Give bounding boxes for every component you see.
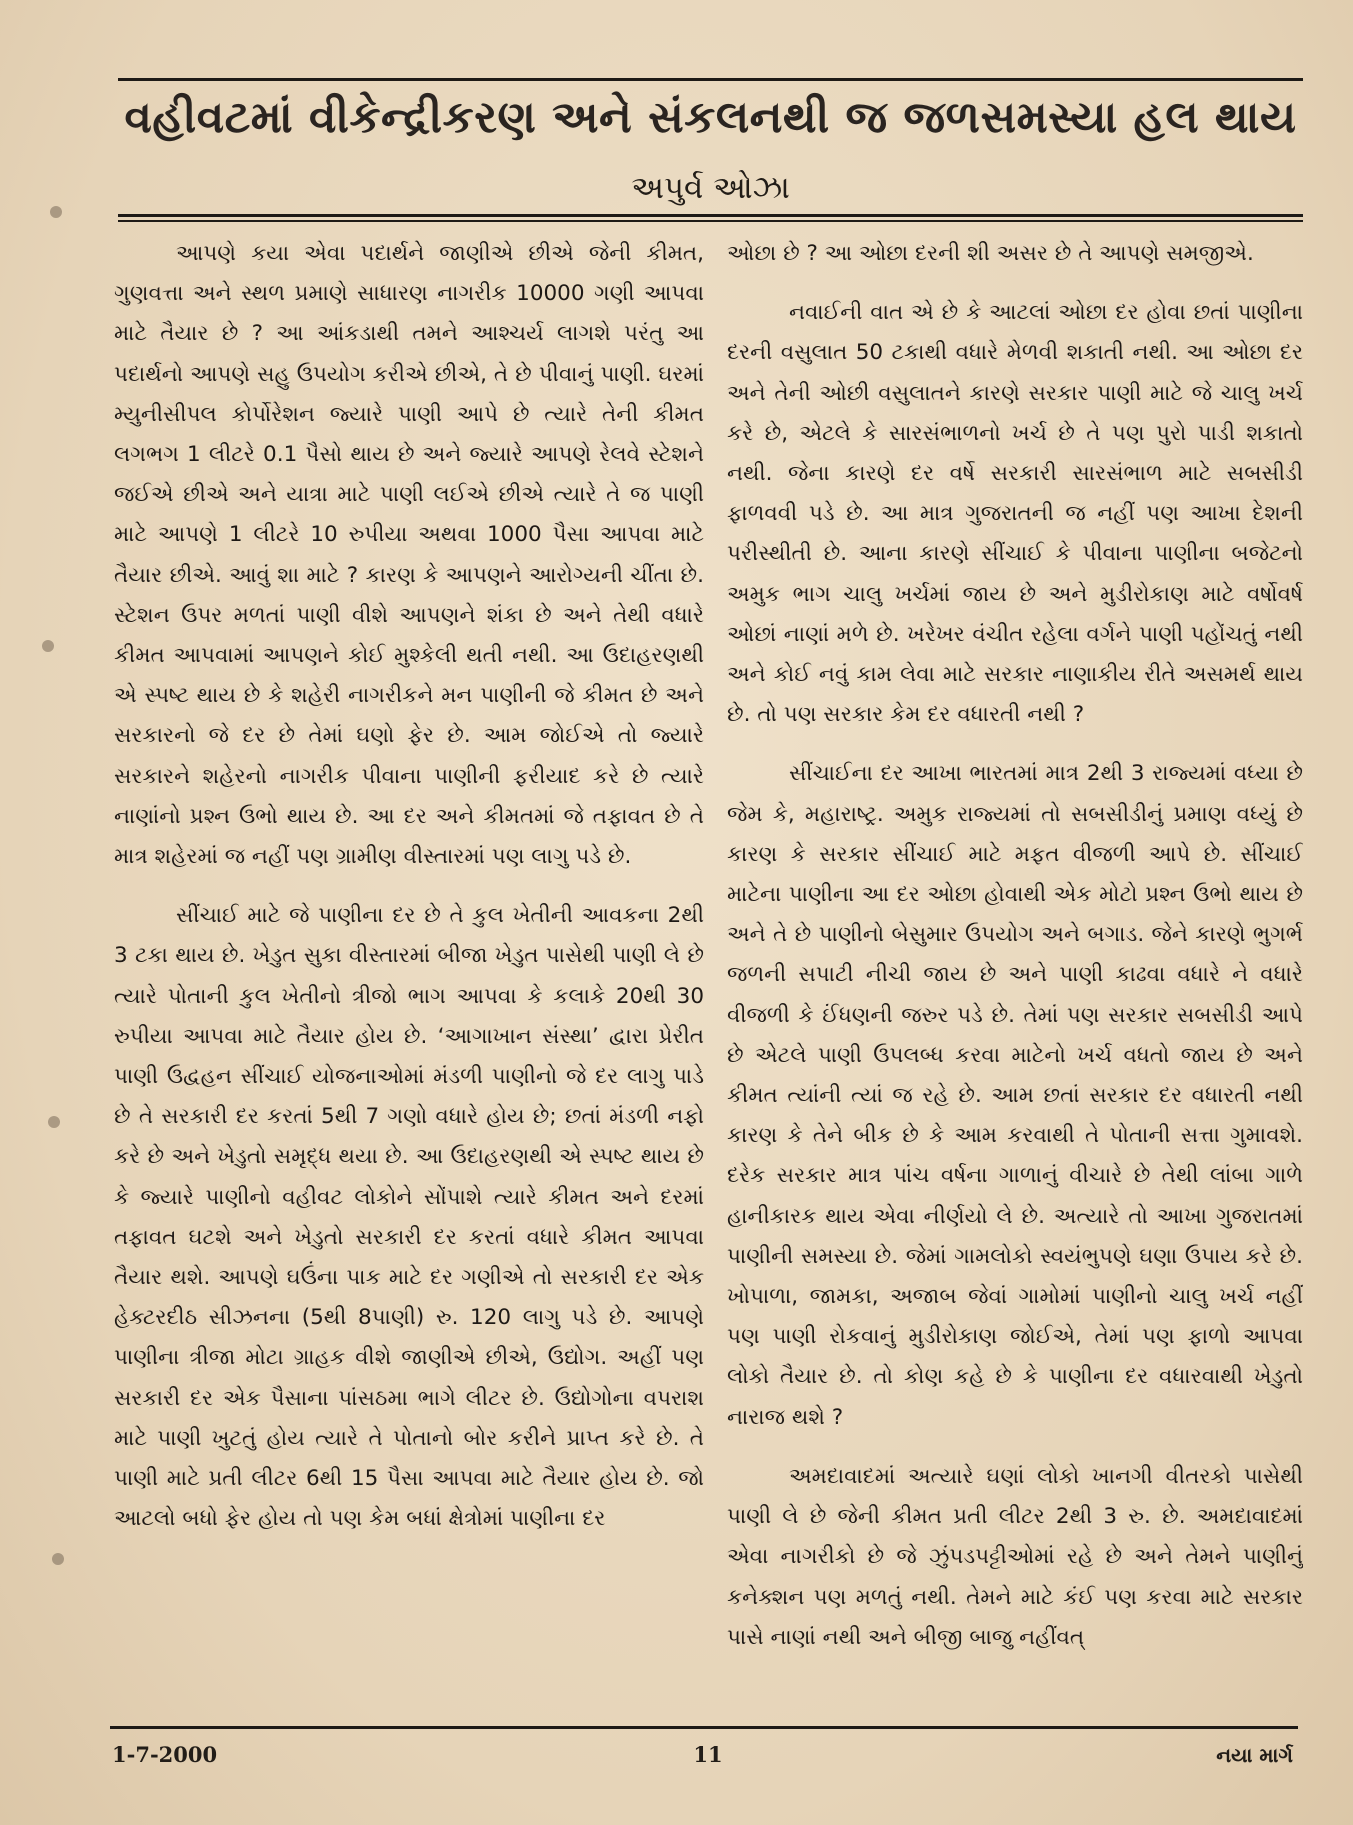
paragraph: ઓછા છે ? આ ઓછા દરની શી અસર છે તે આપણે સમજીએ. (727, 241, 1254, 266)
header-rule-thin (118, 220, 1303, 222)
paragraph: આપણે કયા એવા પદાર્થને જાણીએ છીએ જેની કીમત, ગુણવત્તા અને સ્થળ પ્રમાણે સાધારણ નાગરીક 10000 ગણી આપવા માટે તૈયાર છે ? આ આંકડાથી તમને આશ્ચર્ય લાગશે પરંતુ આ પદાર્થનો આપણે સહુ ઉપયોગ કરીએ છીએ, તે છે પીવાનું પાણી. ઘરમાં મ્યુનીસીપલ કોર્પોરેશન જ્યારે પાણી આપે છે ત્યારે તેની કીમત લગભગ 1 લીટરે 0.1 પૈસો થાય છે અને જ્યારે આપણે રેલવે સ્ટેશને જઈએ છીએ અને યાત્રા માટે પાણી લઈએ છીએ ત્યારે તે જ પાણી માટે આપણે 1 લીટરે 10 રુપીયા અથવા 1000 પૈસા આપવા માટે તૈયાર છીએ. આવું શા માટે ? કારણ કે આપણને આરોગ્યની ચીંતા છે. સ્ટેશન ઉપર મળતાં પાણી વીશે આપણને શંકા છે અને તેથી વધારે કીમત આપવામાં આપણને કોઈ મુશ્કેલી થતી નથી. આ ઉદાહરણથી એ સ્પષ્ટ થાય છે કે શહેરી નાગરીકને મન પાણીની જે કીમત છે અને સરકારનો જે દર છે તેમાં ઘણો ફેર છે. આમ જોઈએ તો જ્યારે સરકારને શહેરનો નાગરીક પીવાના પાણીની ફરીયાદ કરે છે ત્યારે નાણાંનો પ્રશ્ન ઉભો થાય છે. આ દર અને કીમતમાં જે તફાવત છે તે માત્ર શહેરમાં જ નહીં પણ ગ્રામીણ વીસ્તારમાં પણ લાગુ પડે છે. (114, 241, 704, 870)
magazine-name: નયા માર્ગ (1216, 1743, 1293, 1767)
staple-hole (52, 1553, 64, 1565)
top-rule (118, 78, 1303, 81)
staple-hole (48, 1116, 60, 1128)
paragraph: નવાઈની વાત એ છે કે આટલાં ઓછા દર હોવા છતાં પાણીના દરની વસુલાત 50 ટકાથી વધારે મેળવી શકાતી નથી. આ ઓછા દર અને તેની ઓછી વસુલાતને કારણે સરકાર પાણી માટે જે ચાલુ ખર્ચ કરે છે, એટલે કે સારસંભાળનો ખર્ચ છે તે પણ પુરો પાડી શકાતો નથી. જેના કારણે દર વર્ષે સરકારી સારસંભાળ માટે સબસીડી ફાળવવી પડે છે. આ માત્ર ગુજરાતની જ નહીં પણ આખા દેશની પરીસ્થીતી છે. આના કારણે સીંચાઈ કે પીવાના પાણીના બજેટનો અમુક ભાગ ચાલુ ખર્ચમાં જાય છે અને મુડીરોકાણ માટે વર્ષોવર્ષ ઓછાં નાણાં મળે છે. ખરેખર વંચીત રહેલા વર્ગને પાણી પહોંચતું નથી અને કોઈ નવું કામ લેવા માટે સરકાર નાણાકીય રીતે અસમર્થ થાય છે. તો પણ સરકાર કેમ દર વધારતી નથી ? (727, 300, 1303, 728)
staple-hole (50, 206, 62, 218)
right-column (727, 234, 1303, 1700)
left-column (114, 234, 704, 1700)
issue-date: 1-7-2000 (112, 1742, 218, 1767)
staple-hole (42, 640, 54, 652)
paragraph: અમદાવાદમાં અત્યારે ઘણાં લોકો ખાનગી વીતરકો પાસેથી પાણી લે છે જેની કીમત પ્રતી લીટર 2થી 3 રુ. છે. અમદાવાદમાં એવા નાગરીકો છે જે ઝુંપડપટ્ટીઓમાં રહે છે અને તેમને પાણીનું કનેક્શન પણ મળતું નથી. તેમને માટે કંઈ પણ કરવા માટે સરકાર પાસે નાણાં નથી અને બીજી બાજુ નહીંવત્ (727, 1463, 1303, 1650)
article-title: વહીવટમાં વીકેન્દ્રીકરણ અને સંકલનથી જ જળસમસ્યા હલ થાય (124, 92, 1297, 143)
paragraph: સીંચાઈના દર આખા ભારતમાં માત્ર 2થી 3 રાજ્યમાં વધ્યા છે જેમ કે, મહારાષ્ટ્ર. અમુક રાજ્યમાં તો સબસીડીનું પ્રમાણ વધ્યું છે કારણ કે સરકાર સીંચાઈ માટે મફત વીજળી આપે છે. સીંચાઈ માટેના પાણીના આ દર ઓછા હોવાથી એક મોટો પ્રશ્ન ઉભો થાય છે અને તે છે પાણીનો બેસુમાર ઉપયોગ અને બગાડ. જેને કારણે ભુગર્ભ જળની સપાટી નીચી જાય છે અને પાણી કાઢવા વધારે ને વધારે વીજળી કે ઈંધણની જરુર પડે છે. તેમાં પણ સરકાર સબસીડી આપે છે એટલે પાણી ઉપલબ્ધ કરવા માટેનો ખર્ચ વધતો જાય છે અને કીમત ત્યાંની ત્યાં જ રહે છે. આમ છતાં સરકાર દર વધારતી નથી કારણ કે તેને બીક છે કે આમ કરવાથી તે પોતાની સત્તા ગુમાવશે. દરેક સરકાર માત્ર પાંચ વર્ષના ગાળાનું વીચારે છે તેથી લાંબા ગાળે હાનીકારક થાય એવા નીર્ણયો લે છે. અત્યારે તો આખા ગુજરાતમાં પાણીની સમસ્યા છે. જેમાં ગામલોકો સ્વયંભુપણે ઘણા ઉપાય કરે છે. ખોપાળા, જામકા, અજાબ જેવાં ગામોમાં પાણીનો ચાલુ ખર્ચ નહીં પણ પાણી રોકવાનું મુડીરોકાણ જોઈએ, તેમાં પણ ફાળો આપવા લોકો તૈયાર છે. તો કોણ કહે છે કે પાણીના દર વધારવાથી ખેડુતો નારાજ થશે ? (727, 761, 1303, 1430)
page-number: 11 (693, 1742, 723, 1767)
header-rule (118, 214, 1303, 217)
paragraph: સીંચાઈ માટે જે પાણીના દર છે તે કુલ ખેતીની આવકના 2થી 3 ટકા થાય છે. ખેડુત સુકા વીસ્તારમાં બીજા ખેડુત પાસેથી પાણી લે છે ત્યારે પોતાની કુલ ખેતીનો ત્રીજો ભાગ આપવા કે કલાકે 20થી 30 રુપીયા આપવા માટે તૈયાર હોય છે. ‘આગાખાન સંસ્થા’ દ્વારા પ્રેરીત પાણી ઉદ્વહન સીંચાઈ યોજનાઓમાં મંડળી પાણીનો જે દર લાગુ પાડે છે તે સરકારી દર કરતાં 5થી 7 ગણો વધારે હોય છે; છતાં મંડળી નફો કરે છે અને ખેડુતો સમૃદ્ધ થયા છે. આ ઉદાહરણથી એ સ્પષ્ટ થાય છે કે જ્યારે પાણીનો વહીવટ લોકોને સોંપાશે ત્યારે કીમત અને દરમાં તફાવત ઘટશે અને ખેડુતો સરકારી દર કરતાં વધારે કીમત આપવા તૈયાર થશે. આપણે ઘઉંના પાક માટે દર ગણીએ તો સરકારી દર એક હેક્ટરદીઠ સીઝનના (5થી 8પાણી) રુ. 120 લાગુ પડે છે. આપણે પાણીના ત્રીજા મોટા ગ્રાહક વીશે જાણીએ છીએ, ઉદ્યોગ. અહીં પણ સરકારી દર એક પૈસાના પાંસઠમા ભાગે લીટર છે. ઉદ્યોગોના વપરાશ માટે પાણી ખુટતું હોય ત્યારે તે પોતાનો બોર કરીને પ્રાપ્ત કરે છે. તે પાણી માટે પ્રતી લીટર 6થી 15 પૈસા આપવા માટે તૈયાર હોય છે. જો આટલો બધો ફેર હોય તો પણ કેમ બધાં ક્ષેત્રોમાં પાણીના દર (114, 903, 704, 1532)
footer-rule (110, 1726, 1298, 1729)
article-author: અપુર્વ ઓઝા (631, 170, 790, 206)
